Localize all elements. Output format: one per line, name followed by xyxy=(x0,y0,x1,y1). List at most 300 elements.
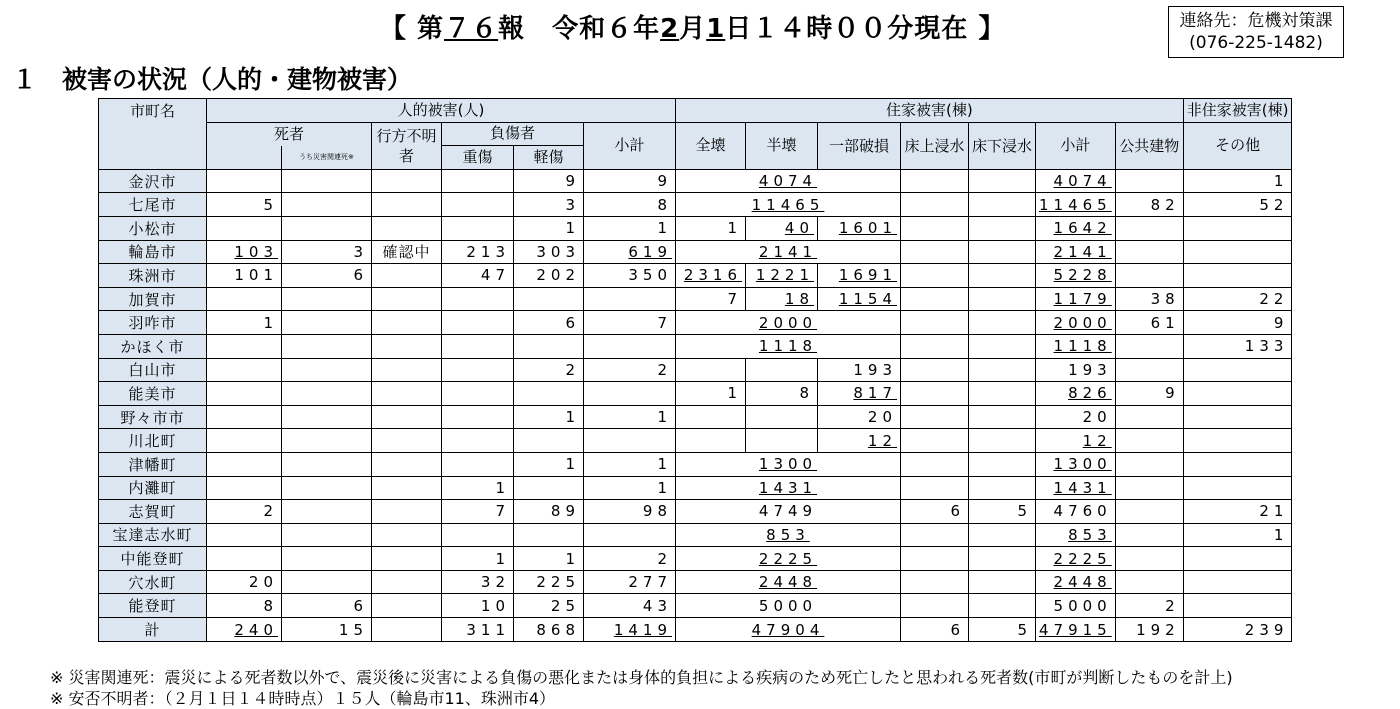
header-full: 全壊 xyxy=(676,122,746,169)
cell-below-floor xyxy=(969,334,1036,358)
cell-dead xyxy=(207,476,282,500)
cell-other: 52 xyxy=(1183,193,1292,217)
cell-dead xyxy=(207,405,282,429)
cell-partial: 817 xyxy=(818,382,901,406)
cell-city: 白山市 xyxy=(99,358,207,382)
cell-public xyxy=(1115,429,1183,453)
cell-above-floor xyxy=(901,523,969,547)
table-row xyxy=(99,405,1292,429)
cell-minor: 868 xyxy=(514,618,584,642)
header-minor: 軽傷 xyxy=(514,146,584,170)
cell-related-dead: 15 xyxy=(282,618,372,642)
cell-minor: 1 xyxy=(514,547,584,571)
cell-city: 川北町 xyxy=(99,429,207,453)
cell-dead: 20 xyxy=(207,570,282,594)
cell-related-dead xyxy=(282,169,372,193)
cell-minor: 2 xyxy=(514,358,584,382)
header-nonhouse: 非住家被害(棟) xyxy=(1183,99,1292,123)
cell-above-floor xyxy=(901,334,969,358)
table-row xyxy=(99,169,1292,193)
cell-dead xyxy=(207,216,282,240)
cell-full xyxy=(676,429,746,453)
cell-human-subtotal: 2 xyxy=(584,547,676,571)
cell-serious xyxy=(442,429,514,453)
section-title: １ 被害の状況（人的・建物被害） xyxy=(12,65,413,94)
cell-city: 計 xyxy=(99,618,207,642)
cell-dead xyxy=(207,334,282,358)
cell-house-subtotal: 2141 xyxy=(1036,240,1116,264)
cell-public: 9 xyxy=(1115,382,1183,406)
cell-below-floor xyxy=(969,216,1036,240)
cell-below-floor xyxy=(969,382,1036,406)
cell-city: 七尾市 xyxy=(99,193,207,217)
cell-related-dead xyxy=(282,476,372,500)
cell-other: 1 xyxy=(1183,169,1292,193)
table-row xyxy=(99,500,1292,524)
header-house-subtotal: 小計 xyxy=(1036,122,1116,169)
cell-house-merged: 47904 xyxy=(676,618,901,642)
cell-missing xyxy=(372,476,442,500)
cell-partial: 1154 xyxy=(818,287,901,311)
cell-house-subtotal: 2225 xyxy=(1036,547,1116,571)
cell-other xyxy=(1183,216,1292,240)
cell-related-dead xyxy=(282,452,372,476)
cell-related-dead xyxy=(282,570,372,594)
cell-above-floor xyxy=(901,264,969,288)
notes xyxy=(50,667,1233,709)
cell-human-subtotal: 1 xyxy=(584,216,676,240)
cell-serious: 213 xyxy=(442,240,514,264)
cell-house-subtotal: 20 xyxy=(1036,405,1116,429)
cell-house-merged: 11465 xyxy=(676,193,901,217)
cell-human-subtotal: 98 xyxy=(584,500,676,524)
cell-house-subtotal: 2000 xyxy=(1036,311,1116,335)
cell-human-subtotal: 1 xyxy=(584,405,676,429)
cell-minor: 89 xyxy=(514,500,584,524)
cell-serious xyxy=(442,452,514,476)
header-dead: 死者 xyxy=(207,122,372,146)
cell-above-floor xyxy=(901,547,969,571)
cell-public xyxy=(1115,547,1183,571)
cell-minor: 25 xyxy=(514,594,584,618)
cell-missing xyxy=(372,382,442,406)
cell-serious xyxy=(442,193,514,217)
cell-below-floor xyxy=(969,547,1036,571)
cell-related-dead xyxy=(282,193,372,217)
cell-related-dead xyxy=(282,287,372,311)
cell-related-dead xyxy=(282,334,372,358)
header-half: 半壊 xyxy=(746,122,818,169)
cell-above-floor: 6 xyxy=(901,500,969,524)
cell-house-subtotal: 1431 xyxy=(1036,476,1116,500)
cell-serious xyxy=(442,405,514,429)
cell-dead: 2 xyxy=(207,500,282,524)
table-row xyxy=(99,358,1292,382)
cell-missing xyxy=(372,169,442,193)
cell-half xyxy=(746,405,818,429)
cell-below-floor xyxy=(969,429,1036,453)
cell-other: 22 xyxy=(1183,287,1292,311)
cell-related-dead xyxy=(282,216,372,240)
cell-public xyxy=(1115,523,1183,547)
damage-table xyxy=(98,98,1292,642)
header-below-floor: 床下浸水 xyxy=(969,122,1036,169)
cell-above-floor xyxy=(901,476,969,500)
cell-missing xyxy=(372,523,442,547)
cell-minor: 225 xyxy=(514,570,584,594)
cell-serious: 47 xyxy=(442,264,514,288)
cell-minor xyxy=(514,287,584,311)
cell-missing xyxy=(372,216,442,240)
cell-below-floor xyxy=(969,570,1036,594)
cell-minor xyxy=(514,523,584,547)
header-related-dead: うち災害関連死※ xyxy=(282,146,372,170)
cell-public xyxy=(1115,334,1183,358)
cell-serious xyxy=(442,358,514,382)
cell-dead: 1 xyxy=(207,311,282,335)
cell-half xyxy=(746,429,818,453)
cell-full: 1 xyxy=(676,382,746,406)
cell-related-dead xyxy=(282,429,372,453)
cell-house-subtotal: 11465 xyxy=(1036,193,1116,217)
cell-other xyxy=(1183,547,1292,571)
cell-house-subtotal: 4074 xyxy=(1036,169,1116,193)
cell-below-floor xyxy=(969,311,1036,335)
cell-human-subtotal: 1 xyxy=(584,476,676,500)
cell-public xyxy=(1115,264,1183,288)
cell-house-subtotal: 1179 xyxy=(1036,287,1116,311)
cell-human-subtotal: 1 xyxy=(584,452,676,476)
cell-house-subtotal: 2448 xyxy=(1036,570,1116,594)
cell-house-subtotal: 1642 xyxy=(1036,216,1116,240)
cell-missing xyxy=(372,193,442,217)
cell-full: 2316 xyxy=(676,264,746,288)
cell-partial: 1601 xyxy=(818,216,901,240)
cell-missing xyxy=(372,594,442,618)
cell-below-floor xyxy=(969,452,1036,476)
cell-missing xyxy=(372,452,442,476)
cell-serious xyxy=(442,169,514,193)
cell-human-subtotal: 1419 xyxy=(584,618,676,642)
cell-below-floor xyxy=(969,193,1036,217)
cell-house-merged: 1431 xyxy=(676,476,901,500)
cell-house-merged: 2225 xyxy=(676,547,901,571)
cell-other xyxy=(1183,358,1292,382)
cell-minor: 6 xyxy=(514,311,584,335)
table-row xyxy=(99,523,1292,547)
table-row xyxy=(99,594,1292,618)
cell-public xyxy=(1115,500,1183,524)
cell-public xyxy=(1115,240,1183,264)
cell-below-floor xyxy=(969,264,1036,288)
cell-below-floor: 5 xyxy=(969,500,1036,524)
cell-minor: 303 xyxy=(514,240,584,264)
cell-dead xyxy=(207,523,282,547)
cell-house-merged: 1300 xyxy=(676,452,901,476)
cell-missing xyxy=(372,570,442,594)
cell-public: 61 xyxy=(1115,311,1183,335)
cell-below-floor xyxy=(969,358,1036,382)
cell-half xyxy=(746,358,818,382)
cell-below-floor xyxy=(969,594,1036,618)
cell-dead xyxy=(207,287,282,311)
cell-full xyxy=(676,405,746,429)
cell-above-floor xyxy=(901,594,969,618)
cell-human-subtotal xyxy=(584,287,676,311)
cell-serious: 7 xyxy=(442,500,514,524)
header-city: 市町名 xyxy=(99,99,207,170)
cell-related-dead: 6 xyxy=(282,264,372,288)
cell-above-floor xyxy=(901,240,969,264)
cell-house-subtotal: 193 xyxy=(1036,358,1116,382)
cell-human-subtotal: 9 xyxy=(584,169,676,193)
cell-serious xyxy=(442,287,514,311)
table-row xyxy=(99,429,1292,453)
cell-above-floor xyxy=(901,193,969,217)
cell-other: 133 xyxy=(1183,334,1292,358)
cell-house-merged: 2000 xyxy=(676,311,901,335)
cell-other: 239 xyxy=(1183,618,1292,642)
cell-human-subtotal: 8 xyxy=(584,193,676,217)
cell-public xyxy=(1115,570,1183,594)
cell-below-floor xyxy=(969,523,1036,547)
table-row xyxy=(99,334,1292,358)
cell-minor: 3 xyxy=(514,193,584,217)
cell-below-floor xyxy=(969,169,1036,193)
cell-other xyxy=(1183,405,1292,429)
cell-house-merged: 4749 xyxy=(676,500,901,524)
cell-public: 2 xyxy=(1115,594,1183,618)
cell-house-merged: 4074 xyxy=(676,169,901,193)
cell-related-dead xyxy=(282,500,372,524)
cell-above-floor xyxy=(901,287,969,311)
cell-human-subtotal: 2 xyxy=(584,358,676,382)
cell-above-floor: 6 xyxy=(901,618,969,642)
cell-house-subtotal: 4760 xyxy=(1036,500,1116,524)
cell-missing xyxy=(372,358,442,382)
cell-other xyxy=(1183,240,1292,264)
table-row xyxy=(99,570,1292,594)
cell-related-dead xyxy=(282,358,372,382)
cell-full: 7 xyxy=(676,287,746,311)
cell-minor xyxy=(514,476,584,500)
cell-human-subtotal xyxy=(584,334,676,358)
cell-house-merged: 2448 xyxy=(676,570,901,594)
cell-minor: 1 xyxy=(514,216,584,240)
cell-serious xyxy=(442,334,514,358)
cell-serious: 311 xyxy=(442,618,514,642)
cell-dead: 103 xyxy=(207,240,282,264)
cell-serious xyxy=(442,382,514,406)
cell-partial: 20 xyxy=(818,405,901,429)
cell-dead xyxy=(207,169,282,193)
header-human-subtotal: 小計 xyxy=(584,122,676,169)
cell-half: 8 xyxy=(746,382,818,406)
cell-dead: 8 xyxy=(207,594,282,618)
note-related-death: ※ 災害関連死：震災による死者数以外で、震災後に災害による負傷の悪化または身体的負担による疾病のため死亡したと思われる死者数(市町が判断したものを計上) xyxy=(50,668,1233,687)
cell-dead xyxy=(207,382,282,406)
cell-public: 192 xyxy=(1115,618,1183,642)
header-partial: 一部破損 xyxy=(818,122,901,169)
table-row xyxy=(99,287,1292,311)
cell-human-subtotal: 350 xyxy=(584,264,676,288)
cell-house-subtotal: 1118 xyxy=(1036,334,1116,358)
cell-related-dead xyxy=(282,523,372,547)
cell-public xyxy=(1115,358,1183,382)
cell-house-subtotal: 12 xyxy=(1036,429,1116,453)
cell-public xyxy=(1115,216,1183,240)
header-public: 公共建物 xyxy=(1115,122,1183,169)
cell-missing xyxy=(372,547,442,571)
cell-above-floor xyxy=(901,452,969,476)
cell-house-merged: 2141 xyxy=(676,240,901,264)
cell-human-subtotal: 277 xyxy=(584,570,676,594)
cell-serious xyxy=(442,523,514,547)
cell-public xyxy=(1115,169,1183,193)
cell-other: 9 xyxy=(1183,311,1292,335)
cell-city: 珠洲市 xyxy=(99,264,207,288)
cell-other xyxy=(1183,476,1292,500)
cell-house-subtotal: 853 xyxy=(1036,523,1116,547)
cell-dead: 240 xyxy=(207,618,282,642)
cell-other: 21 xyxy=(1183,500,1292,524)
cell-above-floor xyxy=(901,216,969,240)
cell-public xyxy=(1115,452,1183,476)
cell-city: 穴水町 xyxy=(99,570,207,594)
cell-minor xyxy=(514,334,584,358)
cell-above-floor xyxy=(901,358,969,382)
cell-partial: 193 xyxy=(818,358,901,382)
cell-related-dead xyxy=(282,405,372,429)
cell-above-floor xyxy=(901,169,969,193)
header-missing: 行方不明者 xyxy=(372,122,442,169)
header-above-floor: 床上浸水 xyxy=(901,122,969,169)
cell-city: 小松市 xyxy=(99,216,207,240)
cell-below-floor xyxy=(969,287,1036,311)
cell-city: 羽咋市 xyxy=(99,311,207,335)
header-other: その他 xyxy=(1183,122,1292,169)
header-house: 住家被害(棟) xyxy=(676,99,1184,123)
cell-dead xyxy=(207,452,282,476)
cell-missing xyxy=(372,287,442,311)
cell-dead xyxy=(207,547,282,571)
cell-minor xyxy=(514,382,584,406)
cell-related-dead: 6 xyxy=(282,594,372,618)
cell-public: 38 xyxy=(1115,287,1183,311)
cell-other xyxy=(1183,382,1292,406)
table-row xyxy=(99,193,1292,217)
cell-city: 津幡町 xyxy=(99,452,207,476)
cell-minor: 9 xyxy=(514,169,584,193)
cell-dead: 101 xyxy=(207,264,282,288)
cell-city: 加賀市 xyxy=(99,287,207,311)
header-dead-sub xyxy=(207,146,282,170)
report-title: 【 第７６報 令和６年2月1日１４時００分現在 】 xyxy=(380,14,1006,44)
cell-city: 能登町 xyxy=(99,594,207,618)
cell-above-floor xyxy=(901,405,969,429)
table-row xyxy=(99,311,1292,335)
cell-other xyxy=(1183,570,1292,594)
cell-human-subtotal: 619 xyxy=(584,240,676,264)
cell-related-dead xyxy=(282,382,372,406)
cell-missing xyxy=(372,264,442,288)
cell-partial: 1691 xyxy=(818,264,901,288)
cell-house-merged: 853 xyxy=(676,523,901,547)
cell-house-merged: 5000 xyxy=(676,594,901,618)
table-row-total xyxy=(99,618,1292,642)
cell-city: 内灘町 xyxy=(99,476,207,500)
note-missing-persons: ※ 安否不明者：（２月１日１４時時点）１５人（輪島市11、珠洲市4） xyxy=(50,689,556,708)
cell-house-subtotal: 5000 xyxy=(1036,594,1116,618)
header-serious: 重傷 xyxy=(442,146,514,170)
table-row xyxy=(99,476,1292,500)
cell-public xyxy=(1115,405,1183,429)
cell-half: 1221 xyxy=(746,264,818,288)
cell-serious xyxy=(442,216,514,240)
cell-missing xyxy=(372,500,442,524)
cell-human-subtotal: 43 xyxy=(584,594,676,618)
table-body xyxy=(99,169,1292,641)
contact-phone: (076-225-1482) xyxy=(1189,33,1323,53)
table-row xyxy=(99,240,1292,264)
cell-city: 宝達志水町 xyxy=(99,523,207,547)
cell-above-floor xyxy=(901,382,969,406)
cell-city: 金沢市 xyxy=(99,169,207,193)
cell-minor: 202 xyxy=(514,264,584,288)
cell-related-dead: 3 xyxy=(282,240,372,264)
cell-city: 中能登町 xyxy=(99,547,207,571)
cell-other: 1 xyxy=(1183,523,1292,547)
cell-public xyxy=(1115,476,1183,500)
cell-serious: 1 xyxy=(442,476,514,500)
cell-missing: 確認中 xyxy=(372,240,442,264)
table-row xyxy=(99,547,1292,571)
cell-house-subtotal: 826 xyxy=(1036,382,1116,406)
cell-city: 野々市市 xyxy=(99,405,207,429)
cell-human-subtotal xyxy=(584,382,676,406)
header-human: 人的被害(人) xyxy=(207,99,676,123)
cell-minor xyxy=(514,429,584,453)
cell-missing xyxy=(372,334,442,358)
cell-full: 1 xyxy=(676,216,746,240)
cell-city: かほく市 xyxy=(99,334,207,358)
cell-serious xyxy=(442,311,514,335)
cell-dead xyxy=(207,429,282,453)
cell-missing xyxy=(372,405,442,429)
table-row xyxy=(99,264,1292,288)
cell-other xyxy=(1183,429,1292,453)
cell-house-subtotal: 47915 xyxy=(1036,618,1116,642)
cell-above-floor xyxy=(901,570,969,594)
cell-missing xyxy=(372,311,442,335)
cell-dead xyxy=(207,358,282,382)
cell-house-subtotal: 5228 xyxy=(1036,264,1116,288)
cell-other xyxy=(1183,264,1292,288)
cell-related-dead xyxy=(282,547,372,571)
table-row xyxy=(99,216,1292,240)
cell-human-subtotal xyxy=(584,523,676,547)
cell-below-floor xyxy=(969,240,1036,264)
cell-dead: 5 xyxy=(207,193,282,217)
cell-serious: 1 xyxy=(442,547,514,571)
cell-missing xyxy=(372,618,442,642)
cell-human-subtotal: 7 xyxy=(584,311,676,335)
cell-minor: 1 xyxy=(514,452,584,476)
cell-city: 能美市 xyxy=(99,382,207,406)
cell-city: 輪島市 xyxy=(99,240,207,264)
cell-below-floor: 5 xyxy=(969,618,1036,642)
cell-partial: 12 xyxy=(818,429,901,453)
